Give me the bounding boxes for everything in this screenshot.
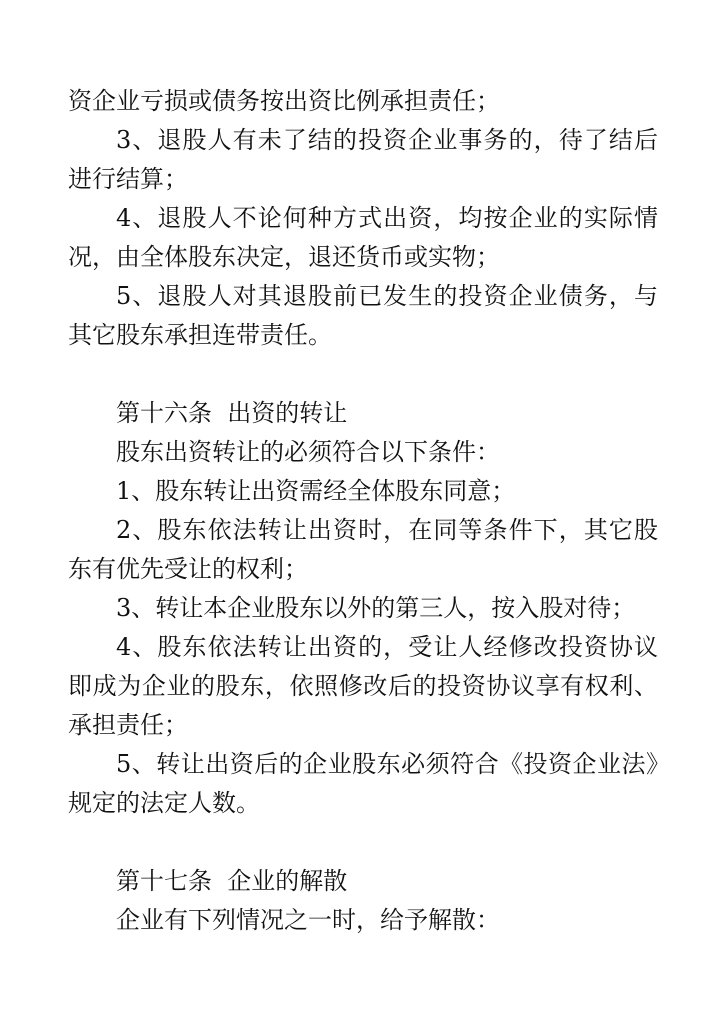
paragraph-item-3: 3、退股人有未了结的投资企业事务的，待了结后进行结算；	[68, 126, 658, 193]
article-16-item-1: 1、股东转让出资需经全体股东同意；	[116, 477, 516, 505]
paragraph-continuation: 资企业亏损或债务按出资比例承担责任；	[68, 87, 500, 115]
article-17-intro: 企业有下列情况之一时，给予解散：	[116, 906, 500, 934]
paragraph-item-4: 4、退股人不论何种方式出资，均按企业的实际情况，由全体股东决定，退还货币或实物；	[68, 204, 658, 271]
article-16-heading: 第十六条 出资的转让	[116, 399, 348, 427]
article-16-item-3: 3、转让本企业股东以外的第三人，按入股对待；	[116, 594, 636, 622]
document-body	[68, 82, 658, 940]
section-spacer	[68, 355, 658, 394]
article-16-intro: 股东出资转让的必须符合以下条件：	[116, 438, 500, 466]
article-17-heading: 第十七条 企业的解散	[116, 867, 348, 895]
paragraph-item-5: 5、退股人对其退股前已发生的投资企业债务，与其它股东承担连带责任。	[68, 282, 658, 349]
article-16-item-5: 5、转让出资后的企业股东必须符合《投资企业法》规定的法定人数。	[68, 750, 658, 817]
article-16-item-2: 2、股东依法转让出资时，在同等条件下，其它股东有优先受让的权利；	[68, 516, 658, 583]
article-16-item-4: 4、股东依法转让出资的，受让人经修改投资协议即成为企业的股东，依照修改后的投资协议享有权利、承担责任；	[68, 633, 658, 739]
section-spacer	[68, 823, 658, 862]
